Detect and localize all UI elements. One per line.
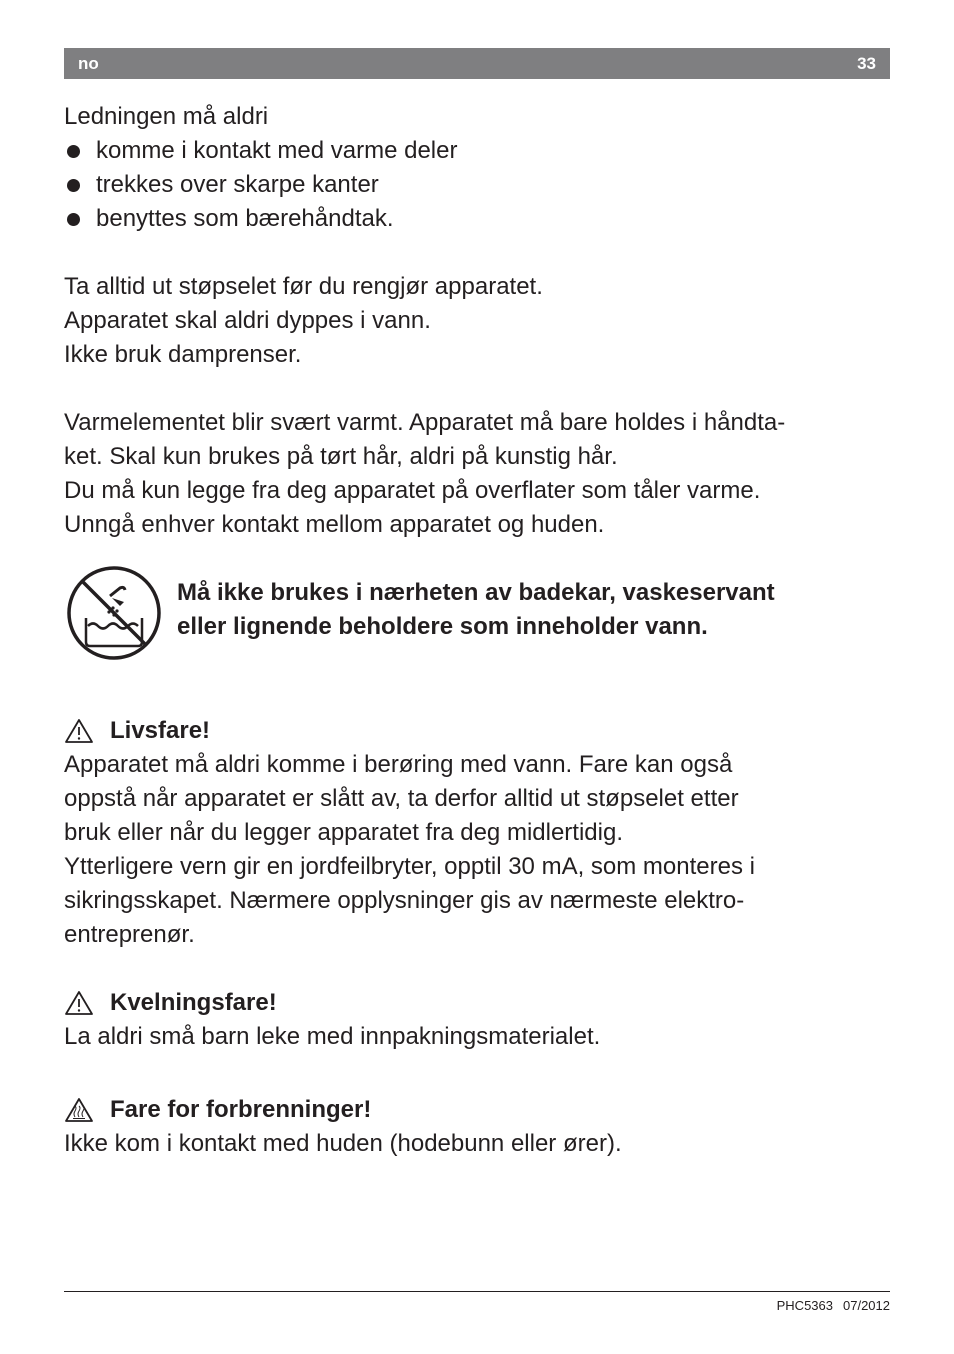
warning-line: La aldri små barn leke med innpakningsmaterialet. [64, 1023, 601, 1050]
list-item: komme i kontakt med varme deler [64, 134, 894, 168]
page-header-bar [64, 48, 890, 79]
revision-date: 07/2012 [843, 1298, 890, 1313]
warning-title-text: Livsfare! [110, 717, 211, 744]
cord-intro: Ledningen må aldri [64, 103, 269, 130]
bath-warning-line: eller lignende beholdere som inneholder vann. [177, 613, 708, 640]
safety-instructions [64, 100, 894, 542]
heat-line: Varmelementet blir svært varmt. Apparatet må bare holdes i håndta- [64, 409, 786, 436]
model-number: PHC5363 [776, 1298, 833, 1313]
warning-triangle-icon [64, 990, 94, 1016]
warning-line: Apparatet må aldri komme i berøring med vann. Fare kan også [64, 751, 733, 778]
list-item: benyttes som bærehåndtak. [64, 202, 894, 236]
list-item: trekkes over skarpe kanter [64, 168, 894, 202]
page-footer [777, 1298, 890, 1313]
warning-title [64, 1093, 894, 1127]
warning-line: entreprenør. [64, 921, 195, 948]
warning-line: Ytterligere vern gir en jordfeilbryter, opptil 30 mA, som monteres i [64, 853, 755, 880]
warning-triangle-icon [64, 718, 94, 744]
warning-line: sikringsskapet. Nærmere opplysninger gis av nærmeste elektro- [64, 887, 745, 914]
warning-block-electric [64, 714, 894, 952]
warning-title-text: Fare for forbrenninger! [110, 1096, 372, 1123]
warning-line: oppstå når apparatet er slått av, ta derfor alltid ut støpselet etter [64, 785, 739, 812]
footer-divider [64, 1291, 890, 1292]
cleaning-line: Ta alltid ut støpselet før du rengjør apparatet. [64, 273, 543, 300]
bath-warning-line: Må ikke brukes i nærheten av badekar, vaskeservant [177, 579, 775, 606]
warning-block-suffocation [64, 986, 894, 1054]
cleaning-line: Ikke bruk damprenser. [64, 341, 302, 368]
no-bathtub-icon [66, 564, 162, 662]
cleaning-line: Apparatet skal aldri dyppes i vann. [64, 307, 431, 334]
warning-title [64, 986, 894, 1020]
warning-line: Ikke kom i kontakt med huden (hodebunn eller ører). [64, 1130, 622, 1157]
heat-line: Unngå enhver kontakt mellom apparatet og huden. [64, 511, 605, 538]
cord-bullet-list [64, 134, 894, 236]
bath-warning-text [177, 576, 887, 644]
heat-line: Du må kun legge fra deg apparatet på overflater som tåler varme. [64, 477, 761, 504]
warning-title [64, 714, 894, 748]
heat-line: ket. Skal kun brukes på tørt hår, aldri på kunstig hår. [64, 443, 618, 470]
hot-surface-warning-icon [64, 1097, 94, 1123]
warning-title-text: Kvelningsfare! [110, 989, 277, 1016]
warning-block-burns [64, 1093, 894, 1161]
page-number: 33 [857, 54, 876, 73]
bath-warning [64, 564, 890, 664]
language-code: no [78, 54, 99, 73]
warning-line: bruk eller når du legger apparatet fra deg midlertidig. [64, 819, 623, 846]
